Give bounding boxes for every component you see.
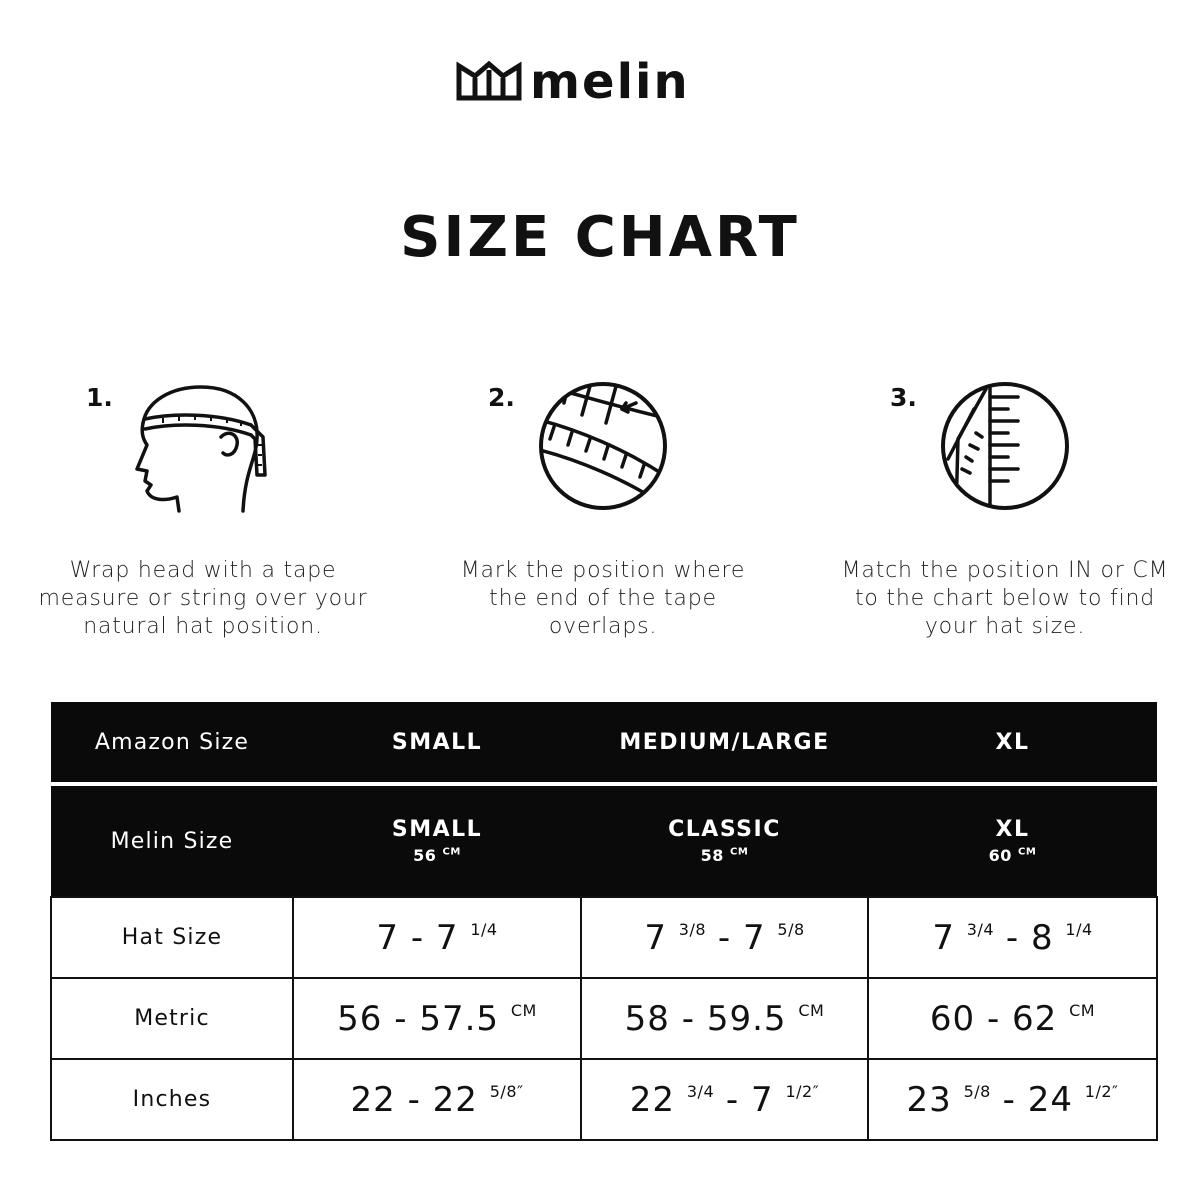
head-measure-icon [133,379,283,514]
step-3-number: 3. [890,383,917,412]
inches-value: 22 $^{3/4}$ - 7 $^{1/2''}$ [581,1059,868,1140]
page-title: SIZE CHART [400,205,800,270]
table-row-amazon-size [51,702,1157,784]
melin-size-name: XL [995,817,1030,842]
inches-label: Inches [51,1059,293,1140]
tape-ruler-icon [938,379,1072,513]
table-row-inches [51,1059,1157,1140]
hat-size-value: 7 - 7 $^{1/4}$ [293,897,581,978]
table-row-metric [51,978,1157,1059]
metric-value: 60 - 62 $^{CM}$ [868,978,1157,1059]
melin-logo [455,58,745,102]
hat-size-label: Hat Size [51,897,293,978]
hat-size-value: 7 $^{3/4}$ - 8 $^{1/4}$ [868,897,1157,978]
step-1 [38,375,368,655]
melin-crown-icon [459,64,519,98]
melin-size-xl [868,784,1157,897]
inches-value: 22 - 22 $^{5/8''}$ [293,1059,581,1140]
melin-size-small [293,784,581,897]
tape-overlap-icon [536,379,670,513]
melin-size-name: CLASSIC [668,817,781,842]
metric-value: 56 - 57.5 $^{CM}$ [293,978,581,1059]
brand-wordmark: melin [530,58,690,102]
step-2-text: Mark the position where the end of the tape overlaps. [460,558,746,639]
step-2-number: 2. [488,383,515,412]
table-row-melin-size [51,784,1157,897]
melin-size-cm: 58 $^{CM}$ [700,846,749,865]
step-3 [840,375,1170,655]
melin-size-label: Melin Size [51,784,293,897]
melin-size-name: SMALL [391,817,483,842]
step-1-text: Wrap head with a tape measure or string over your natural hat position. [38,558,368,639]
amazon-size-xl: XL [868,702,1157,784]
inches-value: 23 $^{5/8}$ - 24 $^{1/2''}$ [868,1059,1157,1140]
melin-size-cm: 60 $^{CM}$ [988,846,1037,865]
step-3-text: Match the position IN or CM to the chart below to find your hat size. [841,558,1169,639]
melin-size-classic [581,784,868,897]
amazon-size-medium-large: MEDIUM/LARGE [581,702,868,784]
metric-value: 58 - 59.5 $^{CM}$ [581,978,868,1059]
amazon-size-label: Amazon Size [51,702,293,784]
size-table [50,702,1158,1141]
step-1-number: 1. [86,383,113,412]
metric-label: Metric [51,978,293,1059]
hat-size-value: 7 $^{3/8}$ - 7 $^{5/8}$ [581,897,868,978]
melin-size-cm: 56 $^{CM}$ [413,846,461,865]
amazon-size-small: SMALL [293,702,581,784]
table-row-hat-size [51,897,1157,978]
step-2 [438,375,768,655]
